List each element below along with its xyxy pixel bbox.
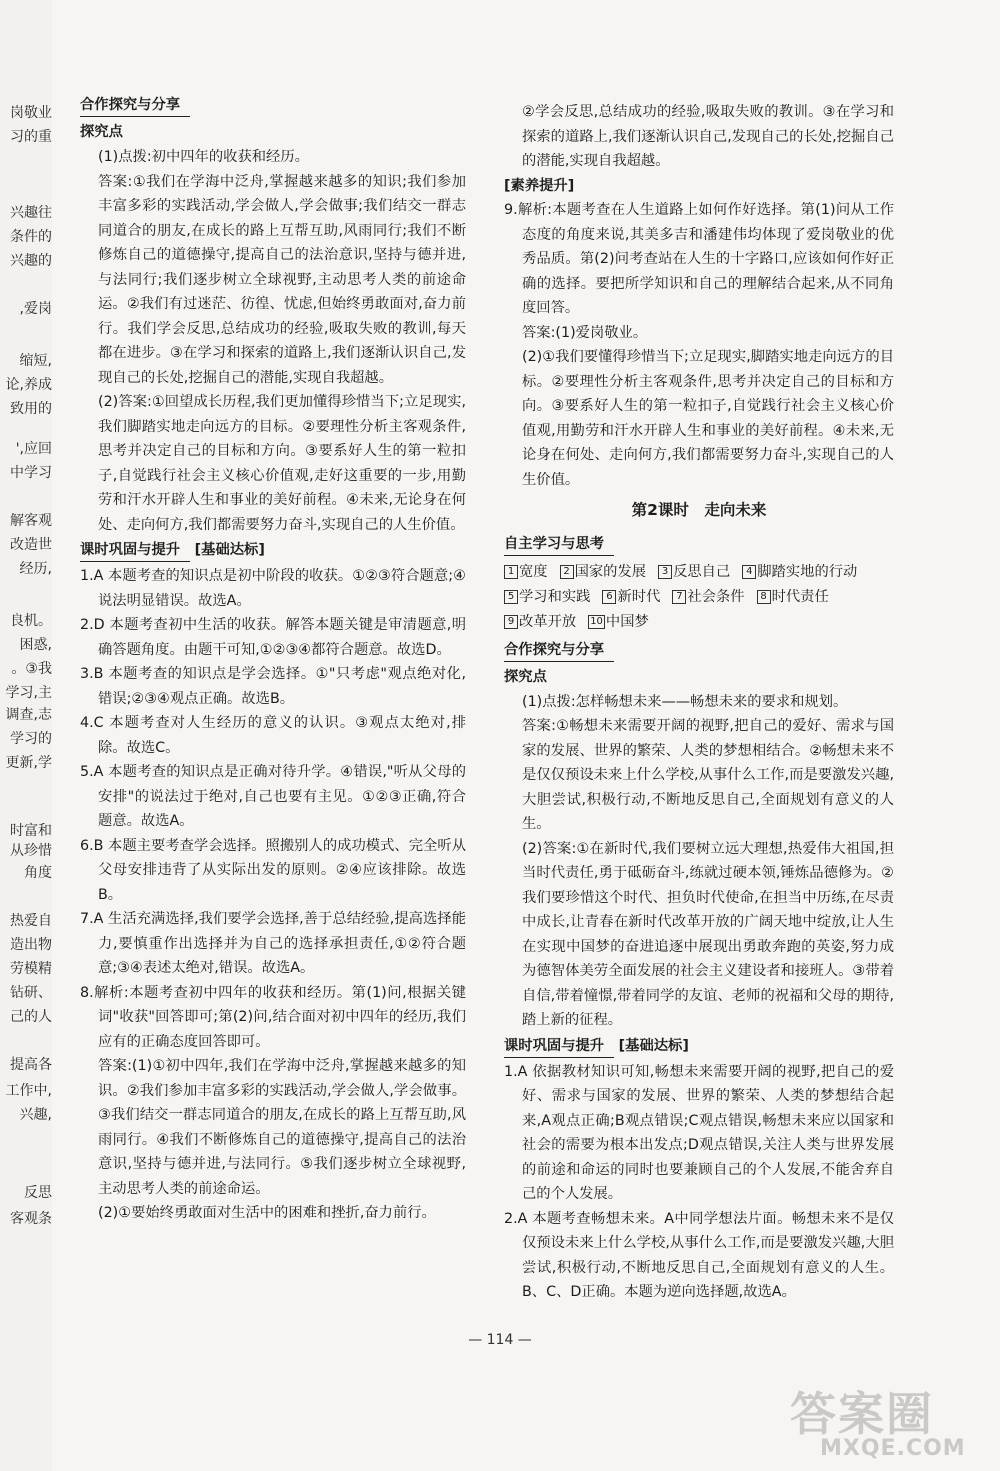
strip-line: 解客观 [10,513,52,529]
answer-item: 4.C 本题考查对人生经历的意义的认识。③观点太绝对,排除。故选C。 [80,715,466,756]
answer-item: 9.解析:本题考查在人生道路上如何作好选择。第(1)问从工作态度的角度来说,其美多吉和潘建伟均体现了爱岗敬业的优秀品质。第(2)问考查站在人生的十字路口,应该如何作好正确的选择。要把所学知识和自己的理解结合起来,从不同角度回答。 [504,202,894,316]
strip-line: 困惑, [19,637,52,653]
section-title: 合作探究与分享 [504,639,614,662]
answer-number: 1 [504,565,518,579]
answer-text: 国家的发展 [574,563,647,580]
basic-heading: [基础达标] [618,1037,689,1054]
strip-line: 工作中, [5,1083,52,1099]
answer-number: 2 [560,565,574,579]
answer-text: 新时代 [617,588,661,605]
strip-line: 学习,主 [5,685,52,701]
explore-answer-2: (2)答案:①回望成长历程,我们更加懂得珍惜当下;立足现实,我们脚踏实地走向远方的目标。②要理性分析主客观条件,思考并决定自己的目标和方向。③要系好人生的第一粒扣子,自觉践行社会主义核心价值观,走好这重要的一步,用勤劳和汗水开辟人生和事业的美好前程。④未来,无论身在何处、走向何方,我们都需要努力奋斗,实现自己的人生价值。 [98,394,466,533]
answer-item: 5.A 本题考查的知识点是正确对待升学。④错误,"听从父母的安排"的说法过于绝对,自己也要有主见。①②③正确,符合题意。故选A。 [80,764,466,829]
answer-text: (2)①我们要懂得珍惜当下;立足现实,脚踏实地走向远方的目标。②要理性分析主客观条件,思考并决定自己的目标和方向。③要系好人生的第一粒扣子,自觉践行社会主义核心价值观,用勤劳和汗水开辟人生和事业的美好前程。④未来,无论身在何处、走向何方,我们都需要努力奋斗,实现自己的人生价值。 [522,349,894,488]
strip-line: 习的重 [10,129,52,145]
strip-line: 更新,学 [5,755,52,771]
answer-text: (2)①要始终勇敢面对生活中的困难和挫折,奋力前行。 [98,1205,436,1221]
section-title: 自主学习与思考 [504,533,614,556]
explore-lead: (1)点拨:怎样畅想未来——畅想未来的要求和规划。 [522,693,848,710]
explore-answer-1: 答案:①我们在学海中泛舟,掌握越来越多的知识;我们参加丰富多彩的实践活动,学会做人,学会做事;我们结交一群志同道合的朋友,在成长的路上互帮互助,风雨同行;我们不断修炼自己的道德操守,提高自己的法治意识,坚持与德并进,与法同行;我们逐步树立全球视野,主动思考人类的前途命运。②我们有过迷茫、彷徨、忧虑,但始终勇敢面对,奋力前行。我们学会反思,总结成功的经验,吸取失败的教训,每天都在进步。③在学习和探索的道路上,我们逐渐认识自己,发现自己的长处,挖掘自己的潜能,实现自我超越。 [98,173,466,386]
chapter-title: 第2课时 走向未来 [631,501,767,519]
answer-item: 3.B 本题考查的知识点是学会选择。①"只考虑"观点绝对化,错误;②③④观点正确。故选B。 [80,666,466,707]
strip-line: 钻研、 [10,985,52,1001]
strip-line: 客观条 [10,1211,52,1227]
answer-number: 3 [658,565,672,579]
page-number: — 114 — [468,1332,532,1348]
answer-text: 时代责任 [771,588,829,605]
answer-number: 7 [672,590,686,604]
right-column [504,100,894,1305]
strip-line: 兴趣往 [10,205,52,221]
strip-line: ',应回 [15,441,52,457]
answer-number: 9 [504,615,518,629]
answer-number: 8 [757,590,771,604]
explore-answer-2: (2)答案:①在新时代,我们要树立远大理想,热爱伟大祖国,担当时代责任,勇于砥砺奋斗,练就过硬本领,锤炼品德修为。②我们要珍惜这个时代、担负时代使命,在担当中历练,在尽责中成长,让青春在新时代改革开放的广阔天地中绽放,让人生在实现中国梦的奋进追逐中展现出勇敢奔跑的英姿,努力成为德智体美劳全面发展的社会主义建设者和接班人。③带着自信,带着憧憬,带着同学的友谊、老师的祝福和父母的期待,踏上新的征程。 [522,840,894,1028]
section-title: 课时巩固与提升 [80,539,190,562]
fill-answer [504,610,576,635]
strip-line: 提高各 [10,1057,52,1073]
answer-text: 社会条件 [687,588,745,605]
strip-line: 条件的 [10,229,52,245]
fill-answer [560,560,646,585]
answer-text: 脚踏实地的行动 [757,563,858,580]
strip-line: 反思 [24,1185,52,1201]
fill-answer [757,585,829,610]
fill-answer [588,610,649,635]
strip-line: 改造世 [10,537,52,553]
basic-heading: [基础达标] [194,542,265,558]
answer-item: 1.A 本题考查的知识点是初中阶段的收获。①②③符合题意;④说法明显错误。故选A。 [80,568,466,609]
answer-text: 宽度 [519,563,548,580]
answer-text: 中国梦 [605,613,649,630]
fill-answers-row [504,585,894,610]
fill-answer [504,585,590,610]
answer-item: 1.A 依据教材知识可知,畅想未来需要开阔的视野,把自己的爱好、需求与国家的发展、世界的繁荣、人类的梦想结合起来,A观点正确;B观点错误;C观点错误,畅想未来应以国家和社会的需要为根本出发点;D观点错误,关注人类与世界发展的前途和命运的同时也要兼顾自己的个人发展,不能舍弃自己的个人发展。 [504,1063,894,1202]
fill-answers [504,560,894,635]
strip-line: 调查,志 [5,707,52,723]
watermark-logo [790,1378,990,1468]
section-title: 合作探究与分享 [80,94,190,117]
strip-line: ,爱岗 [19,301,52,317]
strip-line: 论,养成 [5,377,52,393]
strip-line: 。③我 [11,661,52,677]
strip-line: 中学习 [10,465,52,481]
watermark-text: 答案圈 [790,1387,934,1441]
answer-item: 6.B 本题主要考查学会选择。照搬别人的成功模式、完全听从父母安排违背了从实际出发的原则。②④应该排除。故选B。 [80,837,466,903]
strip-line: 角度 [24,865,52,881]
answer-item: 2.D 本题考查初中生活的收获。解答本题关键是审清题意,明确答题角度。由题干可知,①②③④都符合题意。故选D。 [80,617,466,658]
answer-text: 改革开放 [519,613,577,630]
fill-answer [672,585,744,610]
strip-line: 热爱自 [10,913,52,929]
adjacent-page-strip [0,0,52,1471]
answer-text: 答案:(1)①初中四年,我们在学海中泛舟,掌握越来越多的知识。②我们参加丰富多彩的实践活动,学会做人,学会做事。③我们结交一群志同道合的朋友,在成长的路上互帮互助,风雨同行。④我们不断修炼自己的道德操守,提高自己的法治意识,坚持与德并进,与法同行。⑤我们逐步树立全球视野,主动思考人类的前途命运。 [98,1058,466,1197]
answer-number: 4 [742,565,756,579]
explore-lead: (1)点拨:初中四年的收获和经历。 [98,149,309,165]
fill-answers-row [504,560,894,585]
explore-answer-1: 答案:①畅想未来需要开阔的视野,把自己的爱好、需求与国家的发展、世界的繁荣、人类的梦想相结合。②畅想未来不是仅仅预设未来上什么学校,从事什么工作,而是要激发兴趣,大胆尝试,积极行动,不断地反思自己,全面规划有意义的人生。 [522,718,894,832]
explore-heading: 探究点 [504,668,547,685]
answer-text: 答案:(1)爱岗敬业。 [522,324,648,341]
fill-answer [504,560,548,585]
strip-line: 缩短, [19,353,52,369]
strip-line: 己的人 [10,1009,52,1025]
answer-number: 5 [504,590,518,604]
strip-line: 岗敬业 [10,105,52,121]
answer-number: 6 [602,590,616,604]
fill-answer [602,585,660,610]
answer-item: 7.A 生活充满选择,我们要学会选择,善于总结经验,提高选择能力,要慎重作出选择并为自己的选择承担责任,①②符合题意;③④表述太绝对,错误。故选A。 [80,911,466,976]
strip-line: 从珍惜 [10,843,52,859]
answer-item: 2.A 本题考查畅想未来。A中同学想法片面。畅想未来不是仅仅预设未来上什么学校,从事什么工作,而是要激发兴趣,大胆尝试,积极行动,不断地反思自己,全面规划有意义的人生。B、C、D正确。本题为逆向选择题,故选A。 [504,1210,894,1300]
explore-heading: 探究点 [80,124,123,140]
watermark-url: MXQE.COM [820,1436,966,1461]
strip-line: 致用的 [10,401,52,417]
answer-text: 反思自己 [673,563,731,580]
fill-answer [742,560,857,585]
answer-number: 10 [590,616,603,627]
answer-text: ②学会反思,总结成功的经验,吸取失败的教训。③在学习和探索的道路上,我们逐渐认识自己,发现自己的长处,挖掘自己的潜能,实现自我超越。 [522,104,894,169]
strip-line: 经历, [19,561,52,577]
strip-line: 兴趣的 [10,253,52,269]
fill-answers-row [504,610,894,635]
left-column [80,92,466,1226]
strip-line: 良机。 [10,613,52,629]
strip-line: 时富和 [10,823,52,839]
strip-line: 造出物 [10,937,52,953]
fill-answer [658,560,730,585]
answer-text: 学习和实践 [519,588,591,605]
strip-line: 学习的 [10,731,52,747]
answer-item: 8.解析:本题考查初中四年的收获和经历。第(1)问,根据关键词"收获"回答即可;第(2)问,结合面对初中四年的经历,我们应有的正确态度回答即可。 [80,984,466,1050]
quality-heading: [素养提升] [504,177,575,194]
strip-line: 兴趣, [19,1107,52,1123]
section-title: 课时巩固与提升 [504,1035,614,1058]
strip-line: 劳模精 [10,961,52,977]
